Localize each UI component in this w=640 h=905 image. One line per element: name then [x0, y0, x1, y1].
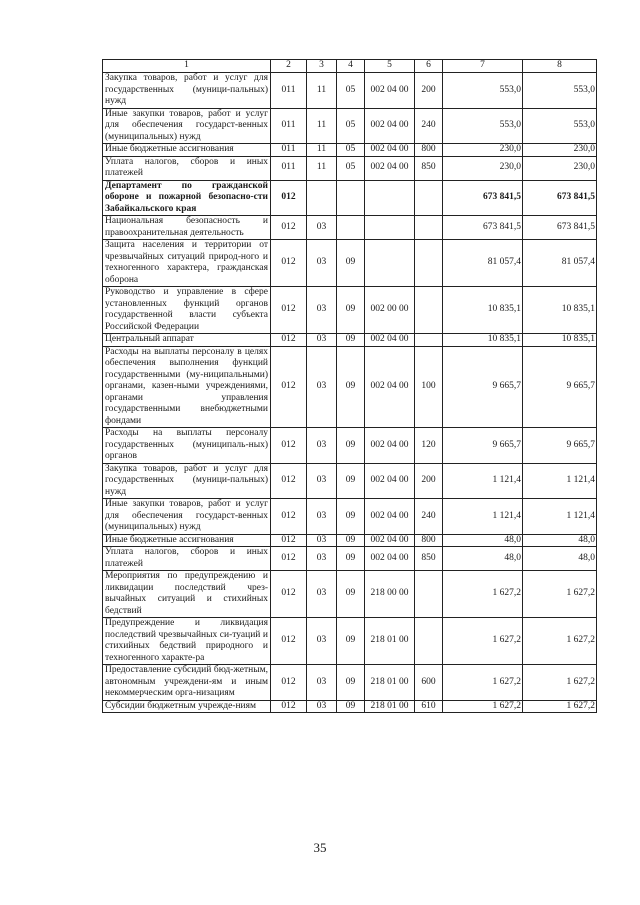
section-code: 03 [307, 571, 337, 618]
amount-col-8: 9 665,7 [523, 428, 597, 464]
section-code: 03 [307, 665, 337, 701]
column-header: 2 [271, 60, 307, 73]
amount-col-7: 230,0 [443, 156, 523, 180]
subsection-code: 05 [337, 73, 365, 109]
target-item-code: 218 00 00 [365, 571, 415, 618]
amount-col-8: 1 627,2 [523, 618, 597, 665]
amount-col-7: 9 665,7 [443, 346, 523, 428]
amount-col-8: 1 121,4 [523, 499, 597, 535]
expense-type-code [415, 180, 443, 216]
table-row [103, 571, 597, 618]
table-row [103, 618, 597, 665]
amount-col-7: 48,0 [443, 534, 523, 547]
row-label: Иные бюджетные ассигнования [103, 144, 271, 157]
expense-type-code [415, 571, 443, 618]
section-code: 11 [307, 73, 337, 109]
amount-col-7: 553,0 [443, 73, 523, 109]
admin-code: 012 [271, 571, 307, 618]
table-row [103, 700, 597, 713]
admin-code: 012 [271, 346, 307, 428]
amount-col-8: 1 627,2 [523, 571, 597, 618]
admin-code: 012 [271, 499, 307, 535]
row-label: Предоставление субсидий бюд-жетным, автономным учреждени-ям и иным некоммерческим орга-низациям [103, 665, 271, 701]
amount-col-8: 553,0 [523, 73, 597, 109]
row-label: Иные закупки товаров, работ и услуг для обеспечения государст-венных (муниципальных) нужд [103, 499, 271, 535]
table-row [103, 144, 597, 157]
column-header: 6 [415, 60, 443, 73]
target-item-code: 002 04 00 [365, 73, 415, 109]
table-row [103, 108, 597, 144]
row-label: Закупка товаров, работ и услуг для государственных (муници-пальных) нужд [103, 463, 271, 499]
expense-type-code: 610 [415, 700, 443, 713]
target-item-code: 002 04 00 [365, 463, 415, 499]
subsection-code: 09 [337, 346, 365, 428]
amount-col-7: 10 835,1 [443, 287, 523, 334]
subsection-code: 09 [337, 499, 365, 535]
target-item-code: 002 04 00 [365, 346, 415, 428]
target-item-code: 002 00 00 [365, 287, 415, 334]
amount-col-7: 48,0 [443, 547, 523, 571]
target-item-code: 002 04 00 [365, 334, 415, 347]
expense-type-code: 120 [415, 428, 443, 464]
amount-col-8: 48,0 [523, 534, 597, 547]
admin-code: 011 [271, 144, 307, 157]
table-header-row [103, 60, 597, 73]
row-label: Департамент по гражданской обороне и пожарной безопасно-сти Забайкальского края [103, 180, 271, 216]
page-number: 35 [313, 840, 327, 855]
section-code: 03 [307, 618, 337, 665]
row-label: Национальная безопасность и правоохранительная деятельность [103, 216, 271, 240]
table-row [103, 428, 597, 464]
admin-code: 012 [271, 334, 307, 347]
admin-code: 012 [271, 665, 307, 701]
target-item-code: 218 01 00 [365, 665, 415, 701]
admin-code: 011 [271, 156, 307, 180]
admin-code: 012 [271, 180, 307, 216]
row-label: Иные закупки товаров, работ и услуг для обеспечения государст-венных (муниципальных) нужд [103, 108, 271, 144]
column-header: 4 [337, 60, 365, 73]
row-label: Уплата налогов, сборов и иных платежей [103, 156, 271, 180]
amount-col-7: 1 121,4 [443, 499, 523, 535]
subsection-code: 09 [337, 700, 365, 713]
budget-table [102, 59, 597, 713]
expense-type-code: 600 [415, 665, 443, 701]
target-item-code: 002 04 00 [365, 156, 415, 180]
amount-col-7: 1 627,2 [443, 618, 523, 665]
amount-col-8: 553,0 [523, 108, 597, 144]
admin-code: 011 [271, 73, 307, 109]
target-item-code: 002 04 00 [365, 547, 415, 571]
amount-col-8: 10 835,1 [523, 334, 597, 347]
target-item-code [365, 240, 415, 287]
admin-code: 012 [271, 534, 307, 547]
expense-type-code [415, 287, 443, 334]
amount-col-8: 230,0 [523, 144, 597, 157]
section-code: 03 [307, 428, 337, 464]
subsection-code: 09 [337, 665, 365, 701]
expense-type-code [415, 334, 443, 347]
subsection-code: 09 [337, 463, 365, 499]
amount-col-7: 1 627,2 [443, 571, 523, 618]
amount-col-8: 9 665,7 [523, 346, 597, 428]
section-code: 11 [307, 108, 337, 144]
target-item-code: 002 04 00 [365, 108, 415, 144]
amount-col-7: 1 121,4 [443, 463, 523, 499]
expense-type-code: 850 [415, 547, 443, 571]
subsection-code: 05 [337, 156, 365, 180]
section-code: 11 [307, 156, 337, 180]
table-row [103, 547, 597, 571]
row-label: Закупка товаров, работ и услуг для государственных (муници-пальных) нужд [103, 73, 271, 109]
subsection-code: 09 [337, 618, 365, 665]
row-label: Субсидии бюджетным учрежде-ниям [103, 700, 271, 713]
table-row [103, 287, 597, 334]
section-code: 03 [307, 240, 337, 287]
amount-col-8: 48,0 [523, 547, 597, 571]
target-item-code: 218 01 00 [365, 700, 415, 713]
expense-type-code: 800 [415, 534, 443, 547]
section-code: 03 [307, 334, 337, 347]
target-item-code: 218 01 00 [365, 618, 415, 665]
section-code: 03 [307, 700, 337, 713]
row-label: Мероприятия по предупреждению и ликвидации последствий чрез-вычайных ситуаций и стихийных бедствий [103, 571, 271, 618]
table-body [103, 73, 597, 713]
admin-code: 011 [271, 108, 307, 144]
subsection-code: 09 [337, 287, 365, 334]
amount-col-8: 1 121,4 [523, 463, 597, 499]
expense-type-code: 200 [415, 73, 443, 109]
target-item-code [365, 216, 415, 240]
column-header: 1 [103, 60, 271, 73]
amount-col-7: 673 841,5 [443, 180, 523, 216]
row-label: Центральный аппарат [103, 334, 271, 347]
expense-type-code: 240 [415, 499, 443, 535]
expense-type-code: 200 [415, 463, 443, 499]
amount-col-8: 10 835,1 [523, 287, 597, 334]
section-code: 03 [307, 346, 337, 428]
amount-col-8: 1 627,2 [523, 700, 597, 713]
subsection-code: 05 [337, 108, 365, 144]
admin-code: 012 [271, 216, 307, 240]
section-code: 03 [307, 287, 337, 334]
table-row [103, 463, 597, 499]
subsection-code [337, 216, 365, 240]
admin-code: 012 [271, 240, 307, 287]
amount-col-7: 10 835,1 [443, 334, 523, 347]
amount-col-7: 553,0 [443, 108, 523, 144]
expense-type-code [415, 240, 443, 287]
amount-col-8: 673 841,5 [523, 180, 597, 216]
subsection-code: 09 [337, 534, 365, 547]
subsection-code: 09 [337, 547, 365, 571]
column-header: 8 [523, 60, 597, 73]
target-item-code [365, 180, 415, 216]
admin-code: 012 [271, 618, 307, 665]
row-label: Расходы на выплаты персоналу государственных (муниципаль-ных) органов [103, 428, 271, 464]
expense-type-code: 100 [415, 346, 443, 428]
section-code: 11 [307, 144, 337, 157]
amount-col-8: 1 627,2 [523, 665, 597, 701]
subsection-code: 09 [337, 571, 365, 618]
table-row [103, 73, 597, 109]
table-row [103, 156, 597, 180]
amount-col-7: 1 627,2 [443, 700, 523, 713]
section-code: 03 [307, 547, 337, 571]
expense-type-code [415, 216, 443, 240]
column-header: 3 [307, 60, 337, 73]
admin-code: 012 [271, 287, 307, 334]
target-item-code: 002 04 00 [365, 428, 415, 464]
row-label: Защита населения и территории от чрезвычайных ситуаций природ-ного и техногенного характера, гражданская оборона [103, 240, 271, 287]
section-code [307, 180, 337, 216]
amount-col-7: 81 057,4 [443, 240, 523, 287]
target-item-code: 002 04 00 [365, 534, 415, 547]
subsection-code: 09 [337, 240, 365, 287]
table-row [103, 534, 597, 547]
row-label: Уплата налогов, сборов и иных платежей [103, 547, 271, 571]
amount-col-7: 230,0 [443, 144, 523, 157]
expense-type-code: 240 [415, 108, 443, 144]
amount-col-8: 673 841,5 [523, 216, 597, 240]
amount-col-7: 1 627,2 [443, 665, 523, 701]
table-row [103, 240, 597, 287]
amount-col-8: 81 057,4 [523, 240, 597, 287]
subsection-code: 09 [337, 428, 365, 464]
subsection-code: 05 [337, 144, 365, 157]
target-item-code: 002 04 00 [365, 499, 415, 535]
target-item-code: 002 04 00 [365, 144, 415, 157]
section-code: 03 [307, 499, 337, 535]
section-code: 03 [307, 534, 337, 547]
row-label: Иные бюджетные ассигнования [103, 534, 271, 547]
table-row [103, 499, 597, 535]
admin-code: 012 [271, 463, 307, 499]
subsection-code: 09 [337, 334, 365, 347]
admin-code: 012 [271, 700, 307, 713]
expense-type-code: 850 [415, 156, 443, 180]
amount-col-7: 673 841,5 [443, 216, 523, 240]
row-label: Предупреждение и ликвидация последствий чрезвычайных си-туаций и стихийных бедствий природного и техногенного характе-ра [103, 618, 271, 665]
row-label: Руководство и управление в сфере установленных функций органов государственной власти субъекта Российской Федерации [103, 287, 271, 334]
subsection-code [337, 180, 365, 216]
expense-type-code [415, 618, 443, 665]
amount-col-8: 230,0 [523, 156, 597, 180]
section-code: 03 [307, 463, 337, 499]
table-row [103, 665, 597, 701]
admin-code: 012 [271, 547, 307, 571]
admin-code: 012 [271, 428, 307, 464]
table-row [103, 180, 597, 216]
row-label: Расходы на выплаты персоналу в целях обеспечения выполнения функций государственными (му-ниципальными) органами, казен-ными учреждениями, органами управления государственными внебюджетными фондами [103, 346, 271, 428]
column-header: 7 [443, 60, 523, 73]
column-header: 5 [365, 60, 415, 73]
amount-col-7: 9 665,7 [443, 428, 523, 464]
expense-type-code: 800 [415, 144, 443, 157]
table-row [103, 346, 597, 428]
table-row [103, 216, 597, 240]
table-row [103, 334, 597, 347]
section-code: 03 [307, 216, 337, 240]
